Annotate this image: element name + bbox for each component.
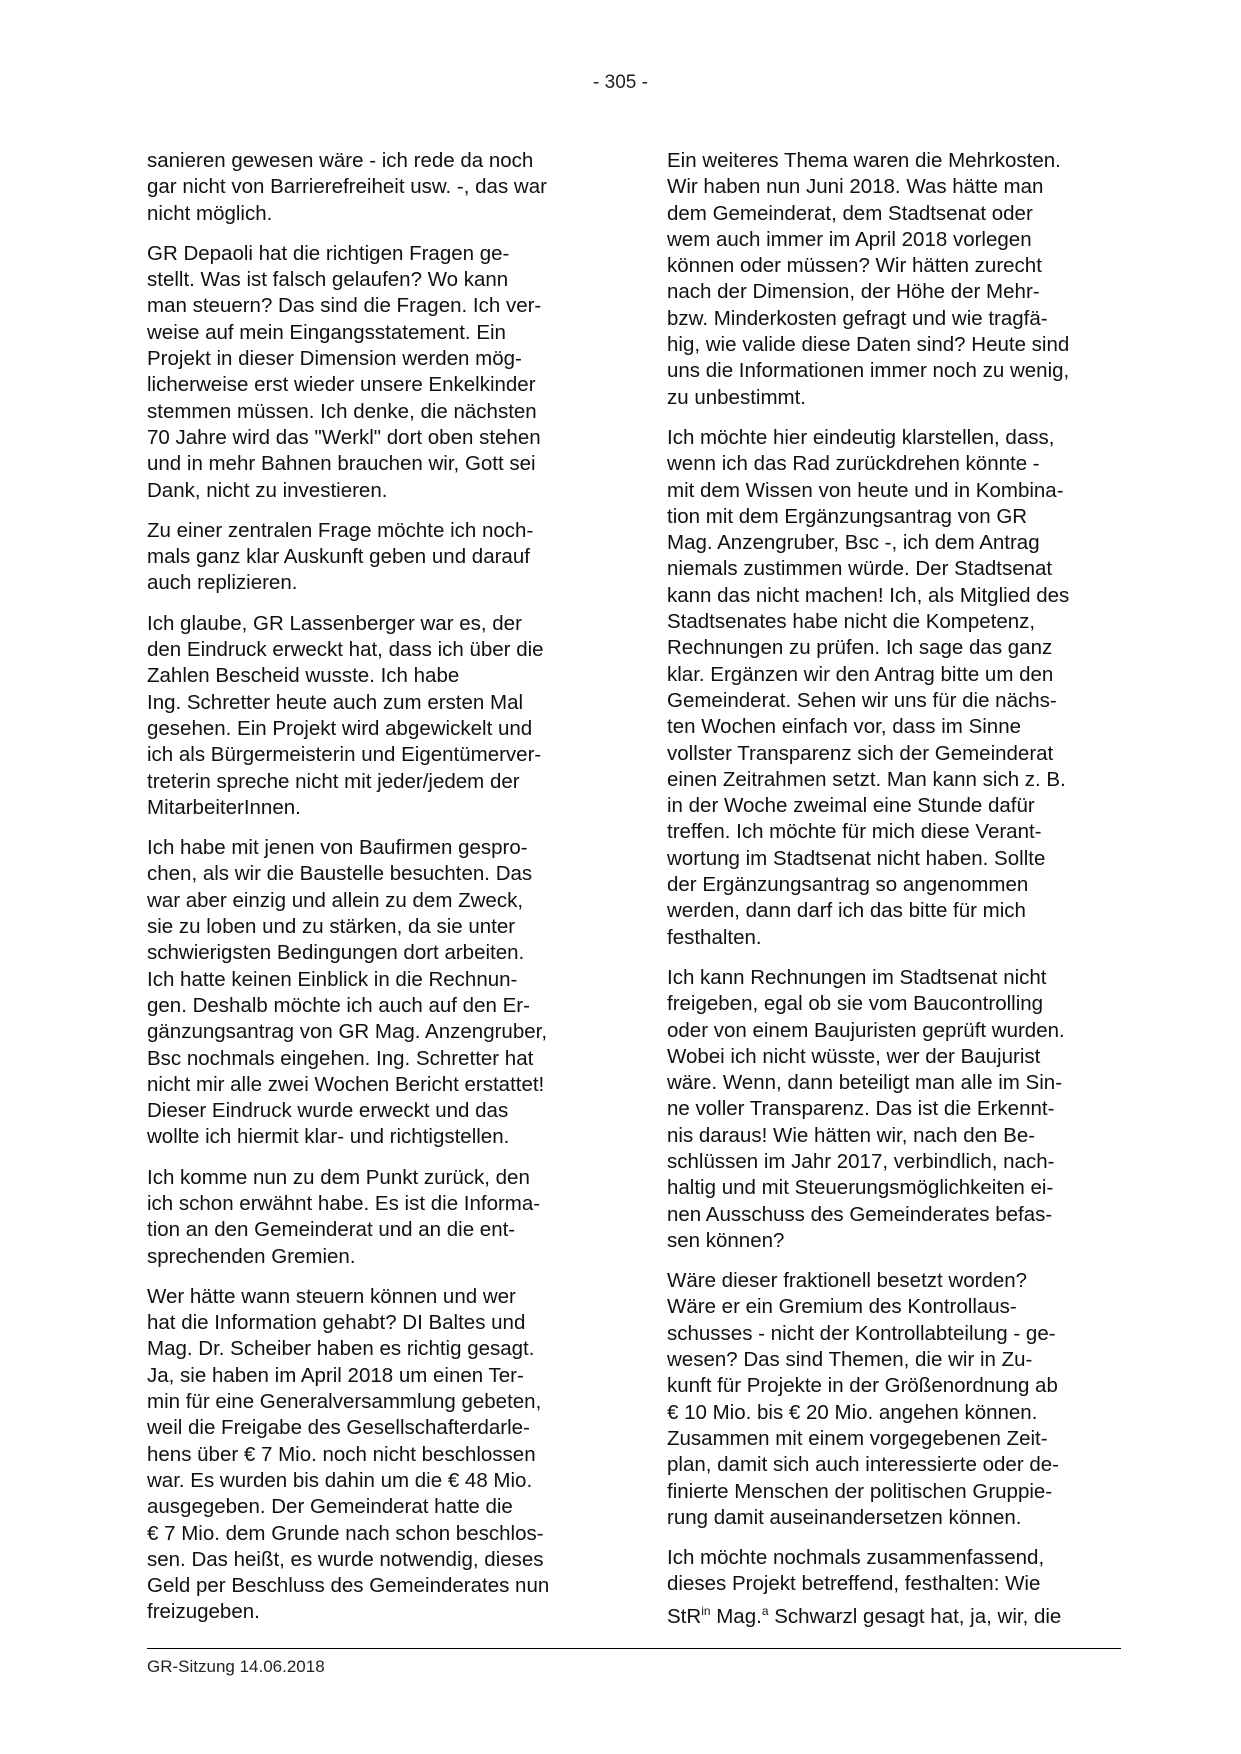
paragraph-text: Ich möchte nochmals zusammenfassend, dieses Projekt betreffend, festhalten: Wie — [667, 1546, 1045, 1596]
left-column — [147, 148, 602, 1640]
paragraph: Ich habe mit jenen von Baufirmen gespro- chen, als wir die Baustelle besuchten. Das war aber einzig und allein zu dem Zweck, sie zu loben und zu stärken, da sie unter schwierigsten Bedingungen dort arbeiten. Ich hatte keinen Einblick in die Rechnun- gen. Deshalb möchte ich auch auf den Er- gänzungsantrag von GR Mag. Anzengruber, Bsc nochmals eingehen. Ing. Schretter hat nicht mir alle zwei Wochen Bericht erstattet! Dieser Eindruck wurde erweckt und das wollte ich hiermit klar- und richtigstellen. — [147, 836, 548, 1149]
title-str: StR — [667, 1604, 702, 1628]
paragraph: Wer hätte wann steuern können und wer hat die Information gehabt? DI Baltes und Mag. Dr. Scheiber haben es richtig gesagt. Ja, sie haben im April 2018 um einen Ter- min für eine Generalversammlung gebeten, weil die Freigabe des Gesellschafterdarle- hens über € 7 Mio. noch nicht beschlossen war. Es wurden bis dahin um die € 48 Mio. ausgegeben. Der Gemeinderat hatte die € 7 Mio. dem Grunde nach schon beschlos- sen. Das heißt, es wurde notwendig, dieses Geld per Beschluss des Gemeinderates nun freizugeben. — [147, 1284, 550, 1624]
paragraph: sanieren gewesen wäre - ich rede da noch gar nicht von Barrierefreiheit usw. -, das war nicht möglich. — [147, 149, 547, 225]
paragraph-last — [667, 1545, 1122, 1630]
superscript-in: in — [701, 1603, 711, 1618]
paragraph: Zu einer zentralen Frage möchte ich noch- mals ganz klar Auskunft geben und darauf auch replizieren. — [147, 518, 534, 595]
page-number: - 305 - — [593, 72, 648, 93]
paragraph: Ich glaube, GR Lassenberger war es, der den Eindruck erweckt hat, dass ich über die Zahlen Bescheid wusste. Ich habe Ing. Schretter heute auch zum ersten Mal gesehen. Ein Projekt wird abgewickelt und ich als Bürgermeisterin und Eigentümerver- treterin spreche nicht mit jeder/jedem der MitarbeiterInnen. — [147, 611, 544, 819]
paragraph: Ich komme nun zu dem Punkt zurück, den ich schon erwähnt habe. Es ist die Informa- tion an den Gemeinderat und an die ent- sprechenden Gremien. — [147, 1165, 541, 1268]
paragraph: Ich kann Rechnungen im Stadtsenat nicht freigeben, egal ob sie vom Baucontrolling oder von einem Baujuristen geprüft wurden. Wobei ich nicht wüsste, wer der Baujurist wäre. Wenn, dann beteiligt man alle im Sin- ne voller Transparenz. Das ist die Erkennt- nis daraus! Wie hätten wir, nach den Be- schlüssen im Jahr 2017, verbindlich, nach- haltig und mit Steuerungsmöglichkeiten ei- nen Ausschuss des Gemeinderates befas- sen können? — [667, 965, 1065, 1252]
paragraph-text-end: Schwarzl gesagt hat, ja, wir, die — [768, 1604, 1062, 1628]
right-column — [667, 148, 1122, 1644]
paragraph: GR Depaoli hat die richtigen Fragen ge- stellt. Was ist falsch gelaufen? Wo kann man steuern? Das sind die Fragen. Ich ver- weise auf mein Eingangsstatement. Ein Projekt in dieser Dimension werden mög- licherweise erst wieder unsere Enkelkinder stemmen müssen. Ich denke, die nächsten 70 Jahre wird das "Werkl" dort oben stehen und in mehr Bahnen brauchen wir, Gott sei Dank, nicht zu investieren. — [147, 241, 542, 502]
paragraph: Wäre dieser fraktionell besetzt worden? Wäre er ein Gremium des Kontrollaus- schusses - nicht der Kontrollabteilung - ge- wesen? Das sind Themen, die wir in Zu- kunft für Projekte in der Größenordnung ab € 10 Mio. bis € 20 Mio. angehen können. Zusammen mit einem vorgegebenen Zeit- plan, damit sich auch interessierte oder de- finierte Menschen der politischen Gruppie- rung damit auseinandersetzen können. — [667, 1269, 1059, 1529]
paragraph: Ich möchte hier eindeutig klarstellen, dass, wenn ich das Rad zurückdrehen könnte - mit dem Wissen von heute und in Kombina- tion mit dem Ergänzungsantrag von GR Mag. Anzengruber, Bsc -, ich dem Antrag niemals zustimmen würde. Der Stadtsenat kann das nicht machen! Ich, als Mitglied des Stadtsenates habe nicht die Kompetenz, Rechnungen zu prüfen. Ich sage das ganz klar. Ergänzen wir den Antrag bitte um den Gemeinderat. Sehen wir uns für die nächs- ten Wochen einfach vor, dass im Sinne vollster Transparenz sich der Gemeinderat einen Zeitrahmen setzt. Man kann sich z. B. in der Woche zweimal eine Stunde dafür treffen. Ich möchte für mich diese Verant- wortung im Stadtsenat nicht haben. Sollte der Ergänzungsantrag so angenommen werden, dann darf ich das bitte für mich festhalten. — [667, 425, 1070, 949]
footer-text: GR-Sitzung 14.06.2018 — [147, 1657, 325, 1676]
title-mag: Mag. — [710, 1604, 762, 1628]
superscript-a: a — [761, 1603, 769, 1618]
paragraph: Ein weiteres Thema waren die Mehrkosten. Wir haben nun Juni 2018. Was hätte man dem Gemeinderat, dem Stadtsenat oder wem auch immer im April 2018 vorlegen können oder müssen? Wir hätten zurecht nach der Dimension, der Höhe der Mehr- bzw. Minderkosten gefragt und wie tragfä- hig, wie valide diese Daten sind? Heute sind uns die Informationen immer noch zu wenig, zu unbestimmt. — [667, 149, 1070, 409]
footer-divider — [147, 1648, 1121, 1649]
